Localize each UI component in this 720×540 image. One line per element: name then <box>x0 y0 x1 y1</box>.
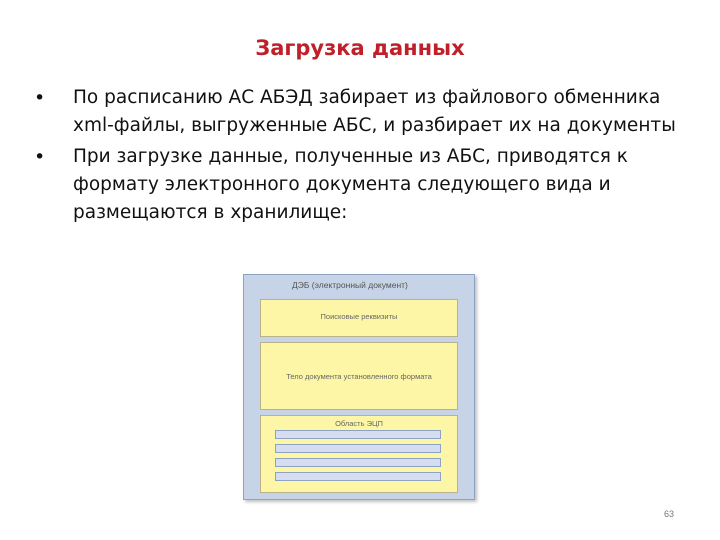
signature-area-label: Область ЭЦП <box>335 419 383 428</box>
signature-row <box>275 444 441 453</box>
bullet-item: • При загрузке данные, полученные из АБС, приводятся к формату электронного документа следующего вида и размещаются в хранилище: <box>34 143 684 227</box>
search-attributes-label: Поисковые реквизиты <box>320 312 398 321</box>
page-number: 63 <box>664 509 675 519</box>
electronic-document-diagram <box>243 274 475 500</box>
document-body-section <box>260 342 458 410</box>
slide-title: Загрузка данных <box>255 36 465 60</box>
search-attributes-section <box>260 299 458 337</box>
signature-area-section <box>260 415 458 493</box>
signature-row <box>275 458 441 467</box>
diagram-container-label: ДЭБ (электронный документ) <box>292 280 408 290</box>
document-body-label: Тело документа установленного формата <box>286 372 432 381</box>
bullet-list <box>34 84 684 230</box>
signature-row <box>275 472 441 481</box>
signature-row <box>275 430 441 439</box>
bullet-item: • По расписанию АС АБЭД забирает из файлового обменника xml-файлы, выгруженные АБС, и разбирает их на документы <box>34 84 684 140</box>
